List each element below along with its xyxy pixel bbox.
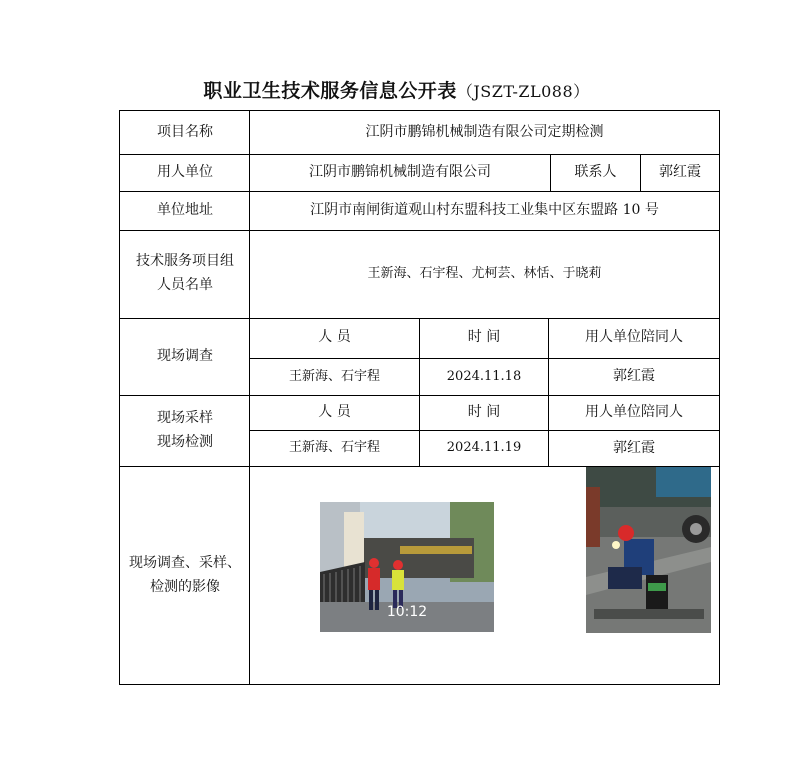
contact-value: 郭红霞 (659, 163, 701, 180)
title-main: 职业卫生技术服务信息公开表 (203, 80, 457, 102)
photo-time: 10:12 (386, 604, 428, 620)
sampling-label-line2: 现场检测 (157, 434, 213, 450)
address-value: 江阴市南闸街道观山村东盟科技工业集中区东盟路 10 号 (310, 201, 659, 218)
survey-people: 王新海、石宇程 (288, 368, 380, 384)
survey-col-time: 时 间 (467, 329, 501, 346)
sampling-col-people: 人 员 (318, 404, 351, 421)
survey-label: 现场调查 (157, 347, 213, 364)
sampling-escort: 郭红霞 (613, 439, 655, 456)
images-label-line2: 检测的影像 (150, 578, 220, 595)
sampling-col-time: 时 间 (467, 404, 501, 421)
team-value: 王新海、石宇程、尤柯芸、林恬、于晓莉 (367, 265, 602, 281)
title-code: （JSZT-ZL088） (456, 82, 590, 101)
survey-escort: 郭红霞 (613, 368, 655, 385)
images-label (120, 467, 250, 684)
project-value: 江阴市鹏锦机械制造有限公司定期检测 (365, 123, 604, 140)
team-label (120, 230, 250, 318)
site-photo-welding (586, 467, 711, 633)
project-label: 项目名称 (157, 123, 213, 140)
sampling-time: 2024.11.19 (446, 440, 522, 456)
site-photo-gate (320, 502, 494, 632)
info-table (119, 110, 720, 685)
team-label-line2: 人员名单 (157, 277, 213, 293)
employer-label: 用人单位 (157, 163, 213, 180)
team-label-line1: 技术服务项目组 (136, 253, 234, 270)
sampling-label (120, 396, 250, 466)
page-title (0, 76, 793, 103)
survey-col-escort: 用人单位陪同人 (585, 329, 683, 346)
sampling-people: 王新海、石宇程 (288, 440, 380, 456)
contact-label: 联系人 (574, 163, 617, 180)
survey-col-people: 人 员 (318, 329, 351, 346)
address-label: 单位地址 (157, 201, 213, 218)
employer-value: 江阴市鹏锦机械制造有限公司 (309, 163, 491, 180)
survey-time: 2024.11.18 (446, 368, 522, 384)
sampling-col-escort: 用人单位陪同人 (585, 404, 683, 421)
images-label-line1: 现场调查、采样、 (129, 554, 241, 571)
sampling-label-line1: 现场采样 (157, 410, 213, 427)
